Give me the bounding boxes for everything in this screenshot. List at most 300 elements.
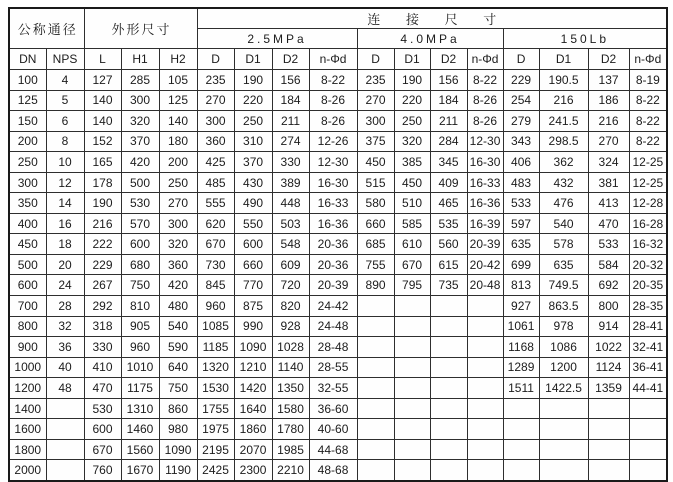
cell: 184 — [272, 90, 309, 111]
cell: 12-25 — [629, 152, 667, 173]
cell: 137 — [588, 70, 629, 91]
cell: 1090 — [159, 439, 197, 460]
cell: 235 — [357, 70, 394, 91]
cell — [357, 296, 394, 317]
table-row — [9, 439, 667, 460]
cell: 254 — [503, 90, 539, 111]
cell — [588, 398, 629, 419]
cell: 24 — [46, 275, 84, 296]
cell: 1000 — [9, 357, 46, 378]
cell: 1460 — [121, 419, 159, 440]
cell: 32 — [46, 316, 84, 337]
cell: 620 — [197, 213, 234, 234]
cell: 330 — [272, 152, 309, 173]
cell: 28-41 — [629, 316, 667, 337]
cell: 12-30 — [309, 152, 357, 173]
cell: 20-39 — [309, 275, 357, 296]
cell: 1010 — [121, 357, 159, 378]
header-col-d2: D2 — [272, 49, 309, 70]
header-col-d1: D1 — [539, 49, 588, 70]
cell: 12-26 — [309, 131, 357, 152]
header-col-n-phi-d: n-Φd — [309, 49, 357, 70]
cell: 1190 — [159, 460, 197, 481]
table-row — [9, 419, 667, 440]
header-pressure-class: 2.5MPa — [197, 29, 357, 49]
cell: 250 — [234, 111, 272, 132]
cell: 485 — [197, 172, 234, 193]
cell — [539, 398, 588, 419]
table-row — [9, 378, 667, 399]
cell: 425 — [197, 152, 234, 173]
cell: 760 — [84, 460, 121, 481]
cell: 555 — [197, 193, 234, 214]
cell: 585 — [394, 213, 430, 234]
cell: 905 — [121, 316, 159, 337]
cell: 580 — [357, 193, 394, 214]
cell: 450 — [394, 172, 430, 193]
cell: 20-42 — [467, 254, 503, 275]
cell: 1140 — [272, 357, 309, 378]
cell — [46, 398, 84, 419]
cell: 750 — [121, 275, 159, 296]
cell: 420 — [159, 275, 197, 296]
cell: 640 — [159, 357, 197, 378]
cell: 750 — [159, 378, 197, 399]
table-row — [9, 398, 667, 419]
table-row — [9, 316, 667, 337]
cell: 20-39 — [467, 234, 503, 255]
cell — [467, 378, 503, 399]
cell — [430, 337, 467, 358]
cell: 14 — [46, 193, 84, 214]
header-col-d: D — [503, 49, 539, 70]
cell: 660 — [357, 213, 394, 234]
cell — [467, 337, 503, 358]
cell: 125 — [159, 90, 197, 111]
cell: 400 — [9, 213, 46, 234]
cell: 250 — [394, 111, 430, 132]
cell: 1200 — [539, 357, 588, 378]
cell: 470 — [84, 378, 121, 399]
cell: 28 — [46, 296, 84, 317]
cell: 1200 — [9, 378, 46, 399]
cell: 1185 — [197, 337, 234, 358]
cell: 300 — [9, 172, 46, 193]
cell: 140 — [84, 90, 121, 111]
cell: 4 — [46, 70, 84, 91]
cell — [394, 439, 430, 460]
cell — [394, 378, 430, 399]
cell — [394, 398, 430, 419]
cell: 20-36 — [309, 234, 357, 255]
cell: 16-28 — [629, 213, 667, 234]
cell: 241.5 — [539, 111, 588, 132]
cell: 216 — [588, 111, 629, 132]
cell: 48 — [46, 378, 84, 399]
cell — [394, 460, 430, 481]
cell: 18 — [46, 234, 84, 255]
header-col-d2: D2 — [430, 49, 467, 70]
cell — [503, 419, 539, 440]
cell: 6 — [46, 111, 84, 132]
cell: 432 — [539, 172, 588, 193]
cell — [467, 439, 503, 460]
header-connection-dimensions: 连 接 尺 寸 — [197, 8, 667, 29]
cell: 1422.5 — [539, 378, 588, 399]
cell: 1090 — [234, 337, 272, 358]
cell — [503, 460, 539, 481]
cell: 584 — [588, 254, 629, 275]
cell: 324 — [588, 152, 629, 173]
cell — [46, 419, 84, 440]
cell: 570 — [121, 213, 159, 234]
header-nominal-diameter: 公称通径 — [9, 8, 84, 49]
cell: 300 — [121, 90, 159, 111]
cell: 8-26 — [467, 111, 503, 132]
table-row — [9, 213, 667, 234]
cell: 1210 — [234, 357, 272, 378]
cell: 190 — [234, 70, 272, 91]
table-row — [9, 131, 667, 152]
cell: 635 — [539, 254, 588, 275]
cell: 978 — [539, 316, 588, 337]
cell: 755 — [357, 254, 394, 275]
cell: 480 — [159, 296, 197, 317]
cell: 270 — [357, 90, 394, 111]
table-row — [9, 234, 667, 255]
cell — [588, 419, 629, 440]
cell: 8-26 — [467, 90, 503, 111]
cell: 8-22 — [629, 90, 667, 111]
cell: 229 — [84, 254, 121, 275]
cell: 900 — [9, 337, 46, 358]
cell: 250 — [9, 152, 46, 173]
cell: 5 — [46, 90, 84, 111]
cell: 190.5 — [539, 70, 588, 91]
cell: 180 — [159, 131, 197, 152]
cell: 450 — [9, 234, 46, 255]
cell: 16-39 — [467, 213, 503, 234]
table-row — [9, 254, 667, 275]
cell: 12-25 — [629, 172, 667, 193]
cell: 635 — [503, 234, 539, 255]
cell: 150 — [9, 111, 46, 132]
cell: 186 — [588, 90, 629, 111]
cell — [430, 296, 467, 317]
cell: 860 — [159, 398, 197, 419]
cell: 413 — [588, 193, 629, 214]
cell: 140 — [84, 111, 121, 132]
table-row — [9, 337, 667, 358]
cell: 670 — [197, 234, 234, 255]
cell — [394, 357, 430, 378]
cell: 928 — [272, 316, 309, 337]
cell: 20-35 — [629, 275, 667, 296]
cell: 406 — [503, 152, 539, 173]
cell: 16-33 — [467, 172, 503, 193]
cell: 875 — [234, 296, 272, 317]
cell: 16-30 — [309, 172, 357, 193]
cell: 540 — [159, 316, 197, 337]
cell — [46, 460, 84, 481]
cell: 960 — [121, 337, 159, 358]
cell: 810 — [121, 296, 159, 317]
header-col-h1: H1 — [121, 49, 159, 70]
cell: 284 — [430, 131, 467, 152]
cell: 500 — [121, 172, 159, 193]
cell: 320 — [394, 131, 430, 152]
cell: 8-22 — [629, 131, 667, 152]
table-row — [9, 152, 667, 173]
cell: 1580 — [272, 398, 309, 419]
cell: 190 — [394, 70, 430, 91]
cell: 490 — [234, 193, 272, 214]
cell: 8-19 — [629, 70, 667, 91]
cell: 670 — [394, 254, 430, 275]
cell: 813 — [503, 275, 539, 296]
cell: 216 — [539, 90, 588, 111]
cell: 465 — [430, 193, 467, 214]
cell: 540 — [539, 213, 588, 234]
cell: 800 — [9, 316, 46, 337]
header-col-d1: D1 — [234, 49, 272, 70]
cell: 16-36 — [309, 213, 357, 234]
cell: 600 — [121, 234, 159, 255]
cell: 2210 — [272, 460, 309, 481]
cell: 1670 — [121, 460, 159, 481]
cell: 1061 — [503, 316, 539, 337]
cell: 600 — [9, 275, 46, 296]
cell: 483 — [503, 172, 539, 193]
cell: 12-30 — [467, 131, 503, 152]
cell — [394, 316, 430, 337]
cell — [357, 439, 394, 460]
cell: 345 — [430, 152, 467, 173]
cell: 229 — [503, 70, 539, 91]
header-col-n-phi-d: n-Φd — [629, 49, 667, 70]
cell: 560 — [430, 234, 467, 255]
cell — [467, 357, 503, 378]
cell: 330 — [84, 337, 121, 358]
cell: 1755 — [197, 398, 234, 419]
cell: 1640 — [234, 398, 272, 419]
cell — [357, 398, 394, 419]
cell: 220 — [394, 90, 430, 111]
cell: 385 — [394, 152, 430, 173]
cell: 20-36 — [309, 254, 357, 275]
cell — [629, 439, 667, 460]
cell: 165 — [84, 152, 121, 173]
cell: 222 — [84, 234, 121, 255]
cell: 300 — [357, 111, 394, 132]
cell: 500 — [9, 254, 46, 275]
cell: 389 — [272, 172, 309, 193]
flange-dimension-spec-table — [8, 7, 668, 482]
cell: 279 — [503, 111, 539, 132]
cell — [467, 419, 503, 440]
cell: 1860 — [234, 419, 272, 440]
cell: 420 — [121, 152, 159, 173]
cell: 156 — [272, 70, 309, 91]
cell: 8-22 — [629, 111, 667, 132]
cell: 990 — [234, 316, 272, 337]
cell: 125 — [9, 90, 46, 111]
cell: 535 — [430, 213, 467, 234]
cell: 220 — [234, 90, 272, 111]
cell: 410 — [84, 357, 121, 378]
table-row — [9, 357, 667, 378]
header-col-l: L — [84, 49, 121, 70]
cell: 510 — [394, 193, 430, 214]
cell: 24-48 — [309, 316, 357, 337]
cell — [357, 337, 394, 358]
cell: 343 — [503, 131, 539, 152]
cell: 48-68 — [309, 460, 357, 481]
cell — [357, 460, 394, 481]
cell: 2000 — [9, 460, 46, 481]
cell: 292 — [84, 296, 121, 317]
cell: 820 — [272, 296, 309, 317]
cell: 670 — [84, 439, 121, 460]
cell — [394, 296, 430, 317]
cell: 16-33 — [309, 193, 357, 214]
cell: 36 — [46, 337, 84, 358]
cell: 749.5 — [539, 275, 588, 296]
cell: 28-55 — [309, 357, 357, 378]
cell: 685 — [357, 234, 394, 255]
cell: 2425 — [197, 460, 234, 481]
cell: 430 — [234, 172, 272, 193]
cell: 40-60 — [309, 419, 357, 440]
cell: 1511 — [503, 378, 539, 399]
table-row — [9, 193, 667, 214]
header-col-d2: D2 — [588, 49, 629, 70]
cell — [467, 316, 503, 337]
cell: 298.5 — [539, 131, 588, 152]
cell — [430, 316, 467, 337]
table-row — [9, 90, 667, 111]
cell: 597 — [503, 213, 539, 234]
cell: 720 — [272, 275, 309, 296]
cell: 699 — [503, 254, 539, 275]
header-col-h2: H2 — [159, 49, 197, 70]
cell: 44-41 — [629, 378, 667, 399]
cell: 8-22 — [467, 70, 503, 91]
cell: 178 — [84, 172, 121, 193]
cell: 476 — [539, 193, 588, 214]
cell: 156 — [430, 70, 467, 91]
cell: 320 — [121, 111, 159, 132]
cell: 1420 — [234, 378, 272, 399]
cell: 8-26 — [309, 111, 357, 132]
cell: 250 — [159, 172, 197, 193]
cell: 216 — [84, 213, 121, 234]
cell: 381 — [588, 172, 629, 193]
cell: 270 — [588, 131, 629, 152]
cell: 1560 — [121, 439, 159, 460]
cell: 409 — [430, 172, 467, 193]
cell — [430, 419, 467, 440]
cell: 12 — [46, 172, 84, 193]
cell: 274 — [272, 131, 309, 152]
cell: 730 — [197, 254, 234, 275]
cell: 20-32 — [629, 254, 667, 275]
cell — [467, 460, 503, 481]
cell: 1310 — [121, 398, 159, 419]
cell: 1124 — [588, 357, 629, 378]
cell: 28-48 — [309, 337, 357, 358]
cell: 1085 — [197, 316, 234, 337]
cell — [539, 460, 588, 481]
cell — [394, 419, 430, 440]
cell: 770 — [234, 275, 272, 296]
header-col-d: D — [197, 49, 234, 70]
cell: 1289 — [503, 357, 539, 378]
table-row — [9, 70, 667, 91]
cell: 235 — [197, 70, 234, 91]
cell — [357, 419, 394, 440]
cell: 370 — [121, 131, 159, 152]
cell: 211 — [272, 111, 309, 132]
cell: 578 — [539, 234, 588, 255]
header-col-d: D — [357, 49, 394, 70]
cell: 660 — [234, 254, 272, 275]
cell: 105 — [159, 70, 197, 91]
cell: 362 — [539, 152, 588, 173]
cell: 680 — [121, 254, 159, 275]
cell — [503, 439, 539, 460]
cell: 8 — [46, 131, 84, 152]
cell: 370 — [234, 152, 272, 173]
cell: 533 — [503, 193, 539, 214]
cell — [430, 378, 467, 399]
cell: 1086 — [539, 337, 588, 358]
cell: 32-41 — [629, 337, 667, 358]
cell: 530 — [84, 398, 121, 419]
cell: 450 — [357, 152, 394, 173]
cell: 600 — [84, 419, 121, 440]
cell: 140 — [159, 111, 197, 132]
cell: 863.5 — [539, 296, 588, 317]
cell: 795 — [394, 275, 430, 296]
cell: 200 — [9, 131, 46, 152]
cell: 16-32 — [629, 234, 667, 255]
cell: 2070 — [234, 439, 272, 460]
cell: 320 — [159, 234, 197, 255]
cell — [357, 378, 394, 399]
cell: 692 — [588, 275, 629, 296]
cell: 960 — [197, 296, 234, 317]
cell: 200 — [159, 152, 197, 173]
cell: 10 — [46, 152, 84, 173]
cell: 609 — [272, 254, 309, 275]
cell: 32-55 — [309, 378, 357, 399]
cell: 600 — [234, 234, 272, 255]
cell: 735 — [430, 275, 467, 296]
cell — [629, 460, 667, 481]
cell: 503 — [272, 213, 309, 234]
cell: 2300 — [234, 460, 272, 481]
cell — [394, 337, 430, 358]
cell: 375 — [357, 131, 394, 152]
cell: 1800 — [9, 439, 46, 460]
cell: 184 — [430, 90, 467, 111]
cell: 36-41 — [629, 357, 667, 378]
cell — [430, 398, 467, 419]
cell: 615 — [430, 254, 467, 275]
sub-column-header-row — [9, 49, 667, 70]
cell: 1975 — [197, 419, 234, 440]
